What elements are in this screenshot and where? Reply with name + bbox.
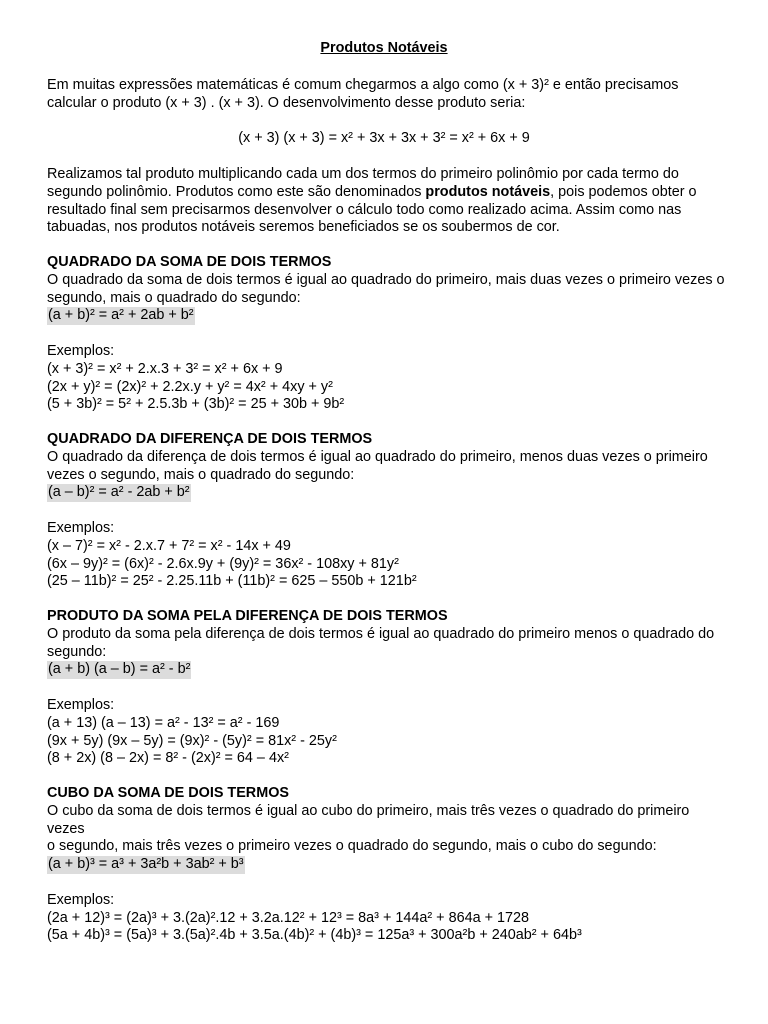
intro-text <box>47 77 727 113</box>
example-line: (6x – 9y)² = (6x)² - 2.6x.9y + (9y)² = 36x² - 108xy + 81y² <box>47 555 399 572</box>
section-description: O cubo da soma de dois termos é igual ao cubo do primeiro, mais três vezes o quadrado do primeiro vezes <box>47 802 690 837</box>
section-heading: QUADRADO DA DIFERENÇA DE DOIS TERMOS <box>47 431 373 447</box>
section-description: O quadrado da soma de dois termos é igual ao quadrado do primeiro, mais duas vezes o primeiro vezes o <box>47 271 725 288</box>
example-line: (x – 7)² = x² - 2.x.7 + 7² = x² - 14x + 49 <box>47 537 291 554</box>
section-heading: PRODUTO DA SOMA PELA DIFERENÇA DE DOIS TERMOS <box>47 608 448 624</box>
paragraph-line <box>47 184 727 202</box>
section-description: o segundo, mais três vezes o primeiro vezes o quadrado do segundo, mais o cubo do segundo: <box>47 838 657 855</box>
section-sum-times-difference <box>47 608 727 768</box>
example-line: (8 + 2x) (8 – 2x) = 8² - (2x)² = 64 – 4x² <box>47 750 289 767</box>
section-cube-of-sum <box>47 785 727 945</box>
example-line: (5a + 4b)³ = (5a)³ + 3.(5a)².4b + 3.5a.(4b)² + (4b)³ = 125a³ + 300a²b + 240ab² + 64b³ <box>47 927 582 944</box>
paragraph-line: tabuadas, nos produtos notáveis seremos beneficiados se os soubermos de cor. <box>47 219 560 236</box>
paragraph-text: segundo polinômio. Produtos como este são denominados <box>47 183 426 200</box>
formula-highlight: (a + b)³ = a³ + 3a²b + 3ab² + b³ <box>48 856 244 873</box>
example-line: (2x + y)² = (2x)² + 2.2x.y + y² = 4x² + 4xy + y² <box>47 378 333 395</box>
formula-highlight: (a + b)² = a² + 2ab + b² <box>48 307 194 324</box>
section-heading: CUBO DA SOMA DE DOIS TERMOS <box>47 785 289 801</box>
paragraph-line: resultado final sem precisarmos desenvolver o cálculo todo como realizado acima. Assim como nas <box>47 201 682 218</box>
paragraph-line: Realizamos tal produto multiplicando cada um dos termos do primeiro polinômio por cada termo do <box>47 166 679 182</box>
section-description: vezes o segundo, mais o quadrado do segundo: <box>47 466 355 483</box>
section-heading: QUADRADO DA SOMA DE DOIS TERMOS <box>47 254 332 270</box>
intro-line: calcular o produto (x + 3) . (x + 3). O desenvolvimento desse produto seria: <box>47 94 526 111</box>
section-description: segundo, mais o quadrado do segundo: <box>47 289 301 306</box>
example-line: (a + 13) (a – 13) = a² - 13² = a² - 169 <box>47 714 280 731</box>
example-line: (5 + 3b)² = 5² + 2.5.3b + (3b)² = 25 + 30b + 9b² <box>47 396 345 413</box>
intro-equation: (x + 3) (x + 3) = x² + 3x + 3x + 3² = x² + 6x + 9 <box>238 130 530 146</box>
paragraph-text: , pois podemos obter o <box>550 183 697 200</box>
example-line: (x + 3)² = x² + 2.x.3 + 3² = x² + 6x + 9 <box>47 360 283 377</box>
formula-highlight: (a – b)² = a² - 2ab + b² <box>48 484 190 501</box>
example-line: (2a + 12)³ = (2a)³ + 3.(2a)².12 + 3.2a.12² + 12³ = 8a³ + 144a² + 864a + 1728 <box>47 909 530 926</box>
examples-label: Exemplos: <box>47 891 115 908</box>
intro-line: Em muitas expressões matemáticas é comum chegarmos a algo como (x + 3)² e então precisamos <box>47 77 679 93</box>
page-title: Produtos Notáveis <box>320 40 448 56</box>
examples-label: Exemplos: <box>47 519 115 536</box>
examples-label: Exemplos: <box>47 342 115 359</box>
section-description: O produto da soma pela diferença de dois termos é igual ao quadrado do primeiro menos o quadrado do <box>47 625 715 642</box>
formula-highlight: (a + b) (a – b) = a² - b² <box>48 661 191 678</box>
section-description: segundo: <box>47 643 107 660</box>
example-line: (25 – 11b)² = 25² - 2.25.11b + (11b)² = 625 – 550b + 121b² <box>47 573 417 590</box>
example-line: (9x + 5y) (9x – 5y) = (9x)² - (5y)² = 81x² - 25y² <box>47 732 337 749</box>
section-description: O quadrado da diferença de dois termos é igual ao quadrado do primeiro, menos duas vezes o primeiro <box>47 448 708 465</box>
section-square-of-difference <box>47 431 727 591</box>
examples-label: Exemplos: <box>47 696 115 713</box>
bold-term: produtos notáveis <box>425 183 551 200</box>
intro-paragraph <box>47 166 727 237</box>
section-square-of-sum <box>47 254 727 414</box>
